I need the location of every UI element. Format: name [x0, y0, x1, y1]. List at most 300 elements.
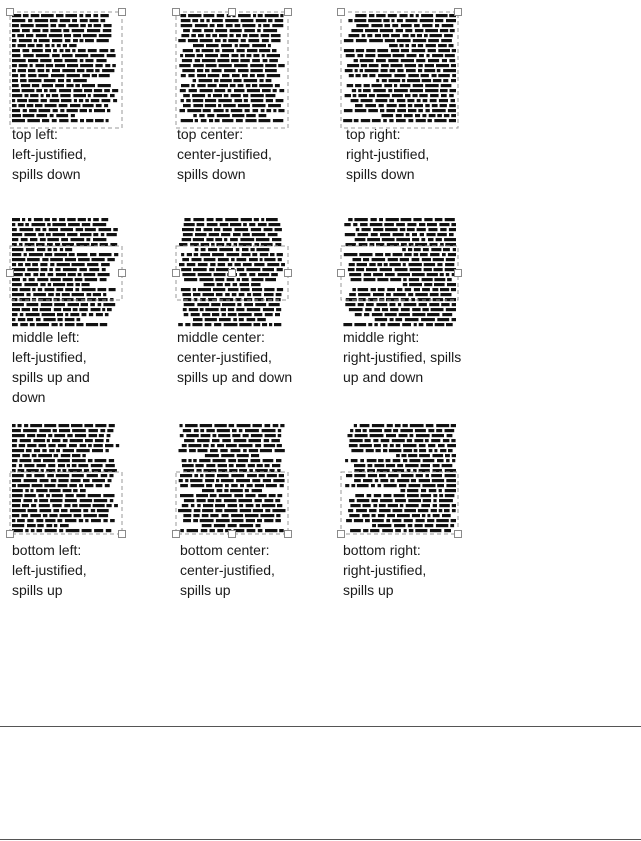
- text-word-mark: [18, 44, 26, 47]
- text-word-mark: [104, 24, 112, 27]
- text-word-mark: [416, 14, 419, 17]
- text-word-mark: [23, 54, 34, 57]
- text-word-mark: [65, 494, 73, 497]
- text-word-mark: [84, 273, 96, 276]
- text-word-mark: [390, 278, 401, 281]
- text-word-mark: [56, 474, 69, 477]
- text-word-mark: [203, 293, 215, 296]
- text-word-mark: [20, 228, 34, 231]
- text-word-mark: [199, 114, 204, 117]
- text-word-mark: [229, 464, 234, 467]
- text-word-mark: [43, 514, 48, 517]
- text-word-mark: [107, 429, 113, 432]
- text-word-mark: [446, 323, 453, 326]
- text-word-mark: [38, 494, 43, 497]
- text-word-mark: [91, 464, 103, 467]
- text-word-mark: [424, 283, 432, 286]
- text-word-mark: [205, 99, 216, 102]
- text-word-mark: [226, 109, 229, 112]
- text-word-mark: [215, 278, 224, 281]
- text-word-mark: [179, 479, 183, 482]
- text-word-mark: [56, 293, 60, 296]
- text-word-mark: [74, 99, 77, 102]
- text-word-mark: [238, 459, 248, 462]
- text-word-mark: [42, 84, 53, 87]
- text-word-mark: [43, 228, 47, 231]
- text-word-mark: [215, 484, 223, 487]
- text-word-mark: [207, 223, 218, 226]
- text-word-mark: [65, 519, 77, 522]
- text-word-mark: [226, 24, 233, 27]
- text-word-mark: [452, 303, 456, 306]
- text-word-mark: [107, 434, 111, 437]
- text-word-mark: [99, 49, 108, 52]
- text-word-mark: [396, 114, 402, 117]
- text-word-mark: [256, 504, 260, 507]
- text-word-mark: [363, 479, 372, 482]
- text-word-mark: [451, 99, 456, 102]
- text-word-mark: [12, 524, 24, 527]
- text-word-mark: [346, 519, 352, 522]
- text-word-mark: [379, 474, 386, 477]
- text-word-mark: [277, 494, 282, 497]
- text-word-mark: [389, 263, 400, 266]
- text-word-mark: [358, 303, 364, 306]
- text-word-mark: [381, 69, 388, 72]
- caption-line: middle center:: [177, 329, 265, 345]
- text-word-mark: [351, 449, 363, 452]
- text-word-mark: [399, 434, 408, 437]
- text-word-mark: [452, 459, 455, 462]
- text-word-mark: [193, 114, 197, 117]
- text-word-mark: [53, 283, 65, 286]
- text-word-mark: [180, 89, 186, 92]
- text-word-mark: [114, 253, 118, 256]
- text-word-mark: [273, 109, 276, 112]
- text-word-mark: [388, 59, 398, 62]
- text-word-mark: [452, 504, 456, 507]
- text-word-mark: [64, 34, 71, 37]
- text-word-mark: [12, 228, 17, 231]
- text-word-mark: [43, 29, 49, 32]
- text-word-mark: [281, 263, 285, 266]
- text-word-mark: [252, 253, 257, 256]
- text-word-mark: [430, 253, 439, 256]
- text-word-mark: [94, 499, 107, 502]
- text-word-mark: [377, 278, 388, 281]
- text-word-mark: [108, 479, 112, 482]
- text-word-mark: [265, 313, 273, 316]
- text-word-mark: [255, 499, 262, 502]
- text-word-mark: [409, 278, 419, 281]
- text-word-mark: [215, 119, 220, 122]
- text-word-mark: [50, 258, 63, 261]
- text-word-mark: [351, 278, 362, 281]
- text-word-mark: [396, 119, 406, 122]
- text-word-mark: [262, 323, 267, 326]
- text-word-mark: [209, 268, 214, 271]
- text-word-mark: [437, 114, 442, 117]
- text-word-mark: [258, 223, 267, 226]
- text-word-mark: [279, 474, 284, 477]
- text-word-mark: [376, 303, 387, 306]
- text-word-mark: [266, 109, 271, 112]
- text-word-mark: [276, 459, 281, 462]
- text-word-mark: [12, 99, 15, 102]
- caption-line: up and down: [343, 369, 424, 385]
- text-word-mark: [270, 253, 275, 256]
- text-word-mark: [181, 19, 191, 22]
- text-word-mark: [257, 464, 263, 467]
- text-word-mark: [427, 519, 434, 522]
- text-word-mark: [75, 84, 80, 87]
- text-word-mark: [439, 504, 450, 507]
- text-word-mark: [265, 434, 276, 437]
- text-word-mark: [61, 509, 68, 512]
- text-word-mark: [265, 69, 277, 72]
- text-word-mark: [385, 228, 398, 231]
- text-word-mark: [198, 263, 208, 266]
- text-word-mark: [107, 258, 114, 261]
- text-word-mark: [71, 238, 85, 241]
- text-word-mark: [404, 519, 413, 522]
- anchor-handle: [455, 531, 462, 538]
- text-word-mark: [21, 84, 30, 87]
- text-word-mark: [442, 313, 452, 316]
- text-word-mark: [33, 439, 45, 442]
- text-word-mark: [252, 59, 260, 62]
- text-word-mark: [227, 253, 240, 256]
- text-word-mark: [235, 263, 241, 266]
- text-word-mark: [251, 94, 264, 97]
- text-word-mark: [21, 238, 28, 241]
- text-word-mark: [58, 479, 68, 482]
- text-word-mark: [444, 34, 453, 37]
- text-word-mark: [197, 504, 201, 507]
- text-word-mark: [386, 464, 395, 467]
- text-word-mark: [68, 273, 76, 276]
- text-word-mark: [415, 29, 424, 32]
- text-word-mark: [99, 434, 104, 437]
- text-word-mark: [389, 119, 393, 122]
- text-word-mark: [204, 258, 216, 261]
- text-word-mark: [66, 79, 71, 82]
- text-word-mark: [32, 263, 38, 266]
- text-word-mark: [272, 464, 280, 467]
- text-word-mark: [245, 429, 259, 432]
- text-word-mark: [257, 318, 266, 321]
- text-word-mark: [229, 34, 233, 37]
- text-word-mark: [379, 104, 384, 107]
- text-word-mark: [106, 529, 112, 532]
- text-word-mark: [75, 54, 88, 57]
- text-word-mark: [272, 49, 277, 52]
- text-word-mark: [417, 228, 426, 231]
- text-word-mark: [49, 514, 57, 517]
- text-word-mark: [12, 323, 18, 326]
- text-word-mark: [192, 258, 202, 261]
- text-word-mark: [193, 459, 197, 462]
- text-word-mark: [378, 459, 384, 462]
- text-word-mark: [98, 84, 111, 87]
- text-word-mark: [423, 499, 431, 502]
- text-word-mark: [380, 29, 393, 32]
- text-word-mark: [228, 459, 236, 462]
- text-word-mark: [419, 479, 430, 482]
- text-word-mark: [110, 519, 115, 522]
- text-word-mark: [90, 54, 104, 57]
- text-word-mark: [224, 69, 236, 72]
- text-word-mark: [386, 218, 399, 221]
- text-word-mark: [372, 514, 376, 517]
- text-word-mark: [373, 273, 383, 276]
- text-word-mark: [25, 94, 29, 97]
- text-word-mark: [45, 104, 57, 107]
- text-word-mark: [412, 313, 425, 316]
- text-word-mark: [212, 19, 223, 22]
- text-word-mark: [405, 464, 418, 467]
- text-word-mark: [377, 263, 382, 266]
- text-word-mark: [417, 34, 422, 37]
- text-word-mark: [371, 288, 376, 291]
- text-word-mark: [384, 24, 390, 27]
- text-word-mark: [232, 434, 240, 437]
- text-word-mark: [437, 233, 447, 236]
- text-word-mark: [249, 273, 255, 276]
- text-word-mark: [234, 439, 247, 442]
- text-word-mark: [109, 459, 114, 462]
- text-word-mark: [267, 74, 280, 77]
- text-word-mark: [205, 318, 217, 321]
- text-word-mark: [94, 89, 102, 92]
- text-word-mark: [396, 238, 410, 241]
- text-word-mark: [397, 69, 403, 72]
- text-word-mark: [386, 459, 391, 462]
- text-word-mark: [438, 74, 450, 77]
- text-word-mark: [363, 529, 368, 532]
- text-word-mark: [58, 318, 63, 321]
- text-word-mark: [86, 119, 93, 122]
- text-word-mark: [35, 104, 43, 107]
- text-word-mark: [369, 509, 376, 512]
- text-word-mark: [222, 303, 235, 306]
- text-word-mark: [200, 253, 210, 256]
- text-word-mark: [371, 233, 378, 236]
- text-word-mark: [63, 439, 68, 442]
- text-word-mark: [228, 504, 238, 507]
- text-word-mark: [88, 94, 91, 97]
- text-word-mark: [244, 29, 255, 32]
- text-word-mark: [252, 44, 266, 47]
- text-word-mark: [400, 228, 406, 231]
- text-word-mark: [37, 524, 43, 527]
- text-word-mark: [44, 89, 48, 92]
- text-word-mark: [36, 54, 50, 57]
- text-word-mark: [103, 303, 115, 306]
- text-word-mark: [37, 529, 43, 532]
- text-word-mark: [41, 268, 48, 271]
- text-word-mark: [425, 524, 434, 527]
- text-word-mark: [354, 119, 359, 122]
- text-word-mark: [95, 119, 104, 122]
- text-word-mark: [439, 499, 453, 502]
- text-word-mark: [56, 273, 66, 276]
- text-word-mark: [252, 288, 262, 291]
- text-word-mark: [193, 238, 204, 241]
- text-word-mark: [356, 49, 364, 52]
- text-word-mark: [212, 69, 222, 72]
- text-word-mark: [32, 223, 46, 226]
- text-word-mark: [19, 444, 25, 447]
- text-word-mark: [33, 293, 46, 296]
- text-word-mark: [234, 99, 242, 102]
- text-word-mark: [179, 64, 190, 67]
- text-word-mark: [421, 494, 432, 497]
- text-word-mark: [77, 253, 88, 256]
- text-word-mark: [83, 479, 90, 482]
- text-word-mark: [378, 524, 392, 527]
- text-word-mark: [246, 268, 260, 271]
- text-word-mark: [357, 263, 367, 266]
- text-word-mark: [373, 504, 377, 507]
- text-word-mark: [85, 14, 91, 17]
- text-word-mark: [219, 34, 227, 37]
- caption-middle-left: [12, 327, 172, 407]
- text-word-mark: [419, 94, 427, 97]
- text-word-mark: [449, 44, 454, 47]
- text-word-mark: [388, 258, 398, 261]
- text-word-mark: [18, 424, 22, 427]
- text-word-mark: [88, 459, 93, 462]
- text-word-mark: [384, 263, 388, 266]
- text-word-mark: [372, 258, 386, 261]
- text-word-mark: [54, 434, 65, 437]
- text-word-mark: [218, 263, 226, 266]
- text-word-mark: [432, 109, 446, 112]
- text-word-mark: [277, 253, 283, 256]
- text-word-mark: [231, 94, 241, 97]
- text-word-mark: [360, 59, 374, 62]
- text-word-mark: [385, 253, 391, 256]
- text-word-mark: [260, 449, 272, 452]
- text-word-mark: [75, 434, 86, 437]
- text-word-mark: [367, 34, 372, 37]
- divider-rule: [0, 839, 641, 840]
- text-word-mark: [257, 74, 265, 77]
- text-word-mark: [181, 34, 189, 37]
- text-word-mark: [59, 424, 70, 427]
- text-word-mark: [239, 429, 243, 432]
- text-word-mark: [206, 64, 217, 67]
- text-word-mark: [12, 248, 23, 251]
- text-word-mark: [367, 238, 380, 241]
- text-word-mark: [422, 24, 432, 27]
- text-word-mark: [348, 268, 355, 271]
- text-word-mark: [102, 99, 111, 102]
- text-word-mark: [262, 89, 271, 92]
- text-word-mark: [378, 74, 392, 77]
- text-word-mark: [71, 424, 83, 427]
- text-word-mark: [89, 268, 99, 271]
- text-word-mark: [52, 504, 61, 507]
- text-word-mark: [48, 283, 51, 286]
- text-word-mark: [72, 19, 77, 22]
- text-word-mark: [96, 59, 106, 62]
- text-word-mark: [51, 479, 57, 482]
- text-word-mark: [253, 424, 262, 427]
- text-word-mark: [67, 464, 70, 467]
- text-word-mark: [52, 69, 60, 72]
- text-word-mark: [445, 263, 454, 266]
- text-block-graphic: [6, 210, 126, 330]
- text-word-mark: [355, 494, 364, 497]
- text-word-mark: [434, 449, 437, 452]
- text-word-mark: [54, 524, 57, 527]
- text-word-mark: [22, 308, 31, 311]
- text-word-mark: [430, 34, 442, 37]
- text-word-mark: [45, 218, 50, 221]
- text-word-mark: [405, 288, 411, 291]
- text-word-mark: [72, 474, 84, 477]
- text-word-mark: [250, 69, 262, 72]
- text-word-mark: [404, 253, 411, 256]
- text-word-mark: [278, 429, 281, 432]
- text-word-mark: [433, 504, 437, 507]
- text-word-mark: [220, 223, 229, 226]
- text-word-mark: [235, 24, 241, 27]
- text-word-mark: [348, 218, 352, 221]
- text-word-mark: [271, 439, 280, 442]
- text-word-mark: [210, 494, 217, 497]
- text-word-mark: [440, 449, 446, 452]
- text-word-mark: [256, 248, 269, 251]
- text-word-mark: [388, 89, 392, 92]
- text-word-mark: [263, 459, 274, 462]
- text-word-mark: [49, 228, 58, 231]
- text-word-mark: [269, 59, 278, 62]
- text-word-mark: [60, 49, 64, 52]
- text-word-mark: [73, 308, 78, 311]
- text-word-mark: [229, 424, 235, 427]
- anchor-handle: [173, 531, 180, 538]
- text-word-mark: [90, 19, 99, 22]
- text-word-mark: [76, 323, 83, 326]
- text-word-mark: [438, 49, 450, 52]
- text-word-mark: [265, 278, 276, 281]
- text-word-mark: [409, 484, 421, 487]
- text-word-mark: [12, 64, 17, 67]
- text-word-mark: [184, 278, 197, 281]
- text-word-mark: [187, 253, 192, 256]
- text-word-mark: [261, 109, 265, 112]
- text-word-mark: [248, 464, 255, 467]
- text-word-mark: [425, 29, 438, 32]
- caption-line: left-justified,: [12, 349, 87, 365]
- text-word-mark: [252, 84, 257, 87]
- text-word-mark: [184, 499, 194, 502]
- text-word-mark: [394, 524, 405, 527]
- text-word-mark: [343, 323, 352, 326]
- text-word-mark: [264, 519, 273, 522]
- text-word-mark: [360, 444, 372, 447]
- text-word-mark: [224, 499, 237, 502]
- text-word-mark: [394, 89, 408, 92]
- text-word-mark: [110, 49, 114, 52]
- text-word-mark: [365, 519, 370, 522]
- text-word-mark: [91, 99, 100, 102]
- text-word-mark: [406, 233, 410, 236]
- text-word-mark: [48, 293, 54, 296]
